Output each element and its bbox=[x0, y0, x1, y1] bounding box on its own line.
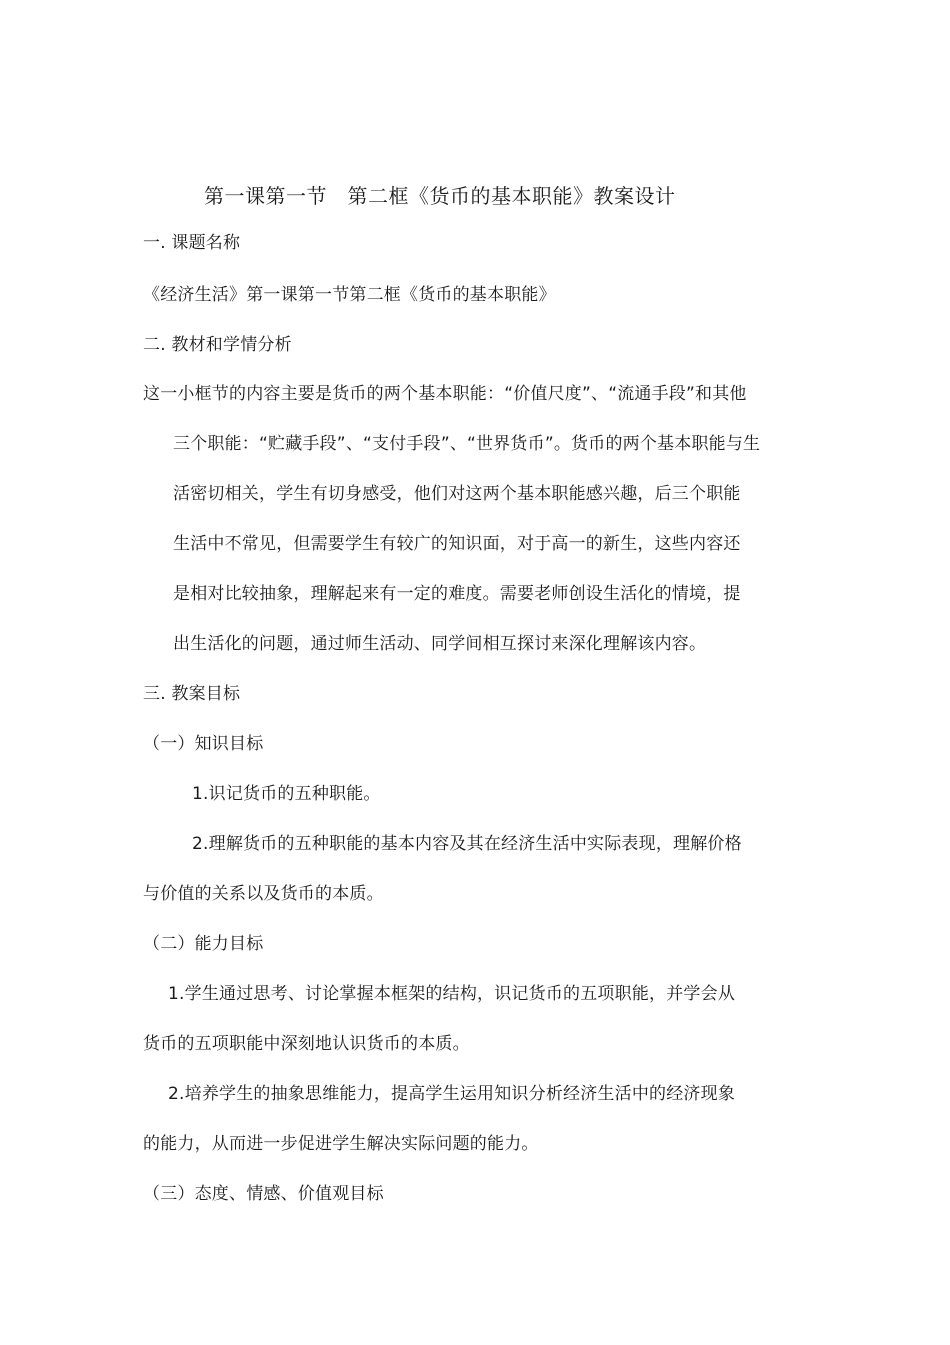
paragraph-line: 出生活化的问题，通过师生活动、同学间相互探讨来深化理解该内容。 bbox=[173, 634, 707, 654]
paragraph-line: 三个职能：“贮藏手段”、“支付手段”、“世界货币”。货币的两个基本职能与生 bbox=[173, 434, 761, 454]
paragraph-line: 货币的五项职能中深刻地认识货币的本质。 bbox=[143, 1034, 470, 1054]
paragraph-line: 与价值的关系以及货币的本质。 bbox=[143, 884, 384, 904]
list-item: 1.学生通过思考、讨论掌握本框架的结构，识记货币的五项职能，并学会从 bbox=[168, 984, 736, 1004]
subsection-heading: （二）能力目标 bbox=[143, 934, 264, 954]
paragraph-line: 的能力，从而进一步促进学生解决实际问题的能力。 bbox=[143, 1134, 539, 1154]
list-item: 2.理解货币的五种职能的基本内容及其在经济生活中实际表现，理解价格 bbox=[192, 834, 742, 854]
paragraph-line: 是相对比较抽象，理解起来有一定的难度。需要老师创设生活化的情境，提 bbox=[173, 584, 741, 604]
document-title: 第一课第一节 第二框《货币的基本职能》教案设计 bbox=[204, 184, 676, 208]
subsection-heading: （一）知识目标 bbox=[143, 734, 264, 754]
paragraph-line: 活密切相关，学生有切身感受，他们对这两个基本职能感兴趣，后三个职能 bbox=[173, 484, 741, 504]
section-heading: 二. 教材和学情分析 bbox=[143, 335, 292, 355]
paragraph-line: 生活中不常见，但需要学生有较广的知识面，对于高一的新生，这些内容还 bbox=[173, 534, 741, 554]
list-item: 2.培养学生的抽象思维能力，提高学生运用知识分析经济生活中的经济现象 bbox=[168, 1084, 736, 1104]
list-item: 1.识记货币的五种职能。 bbox=[192, 784, 381, 804]
paragraph-line: 《经济生活》第一课第一节第二框《货币的基本职能》 bbox=[143, 285, 556, 305]
subsection-heading: （三）态度、情感、价值观目标 bbox=[143, 1184, 384, 1204]
section-heading: 三. 教案目标 bbox=[143, 684, 241, 704]
section-heading: 一. 课题名称 bbox=[143, 233, 241, 253]
paragraph-line: 这一小框节的内容主要是货币的两个基本职能：“价值尺度”、“流通手段”和其他 bbox=[143, 384, 747, 404]
